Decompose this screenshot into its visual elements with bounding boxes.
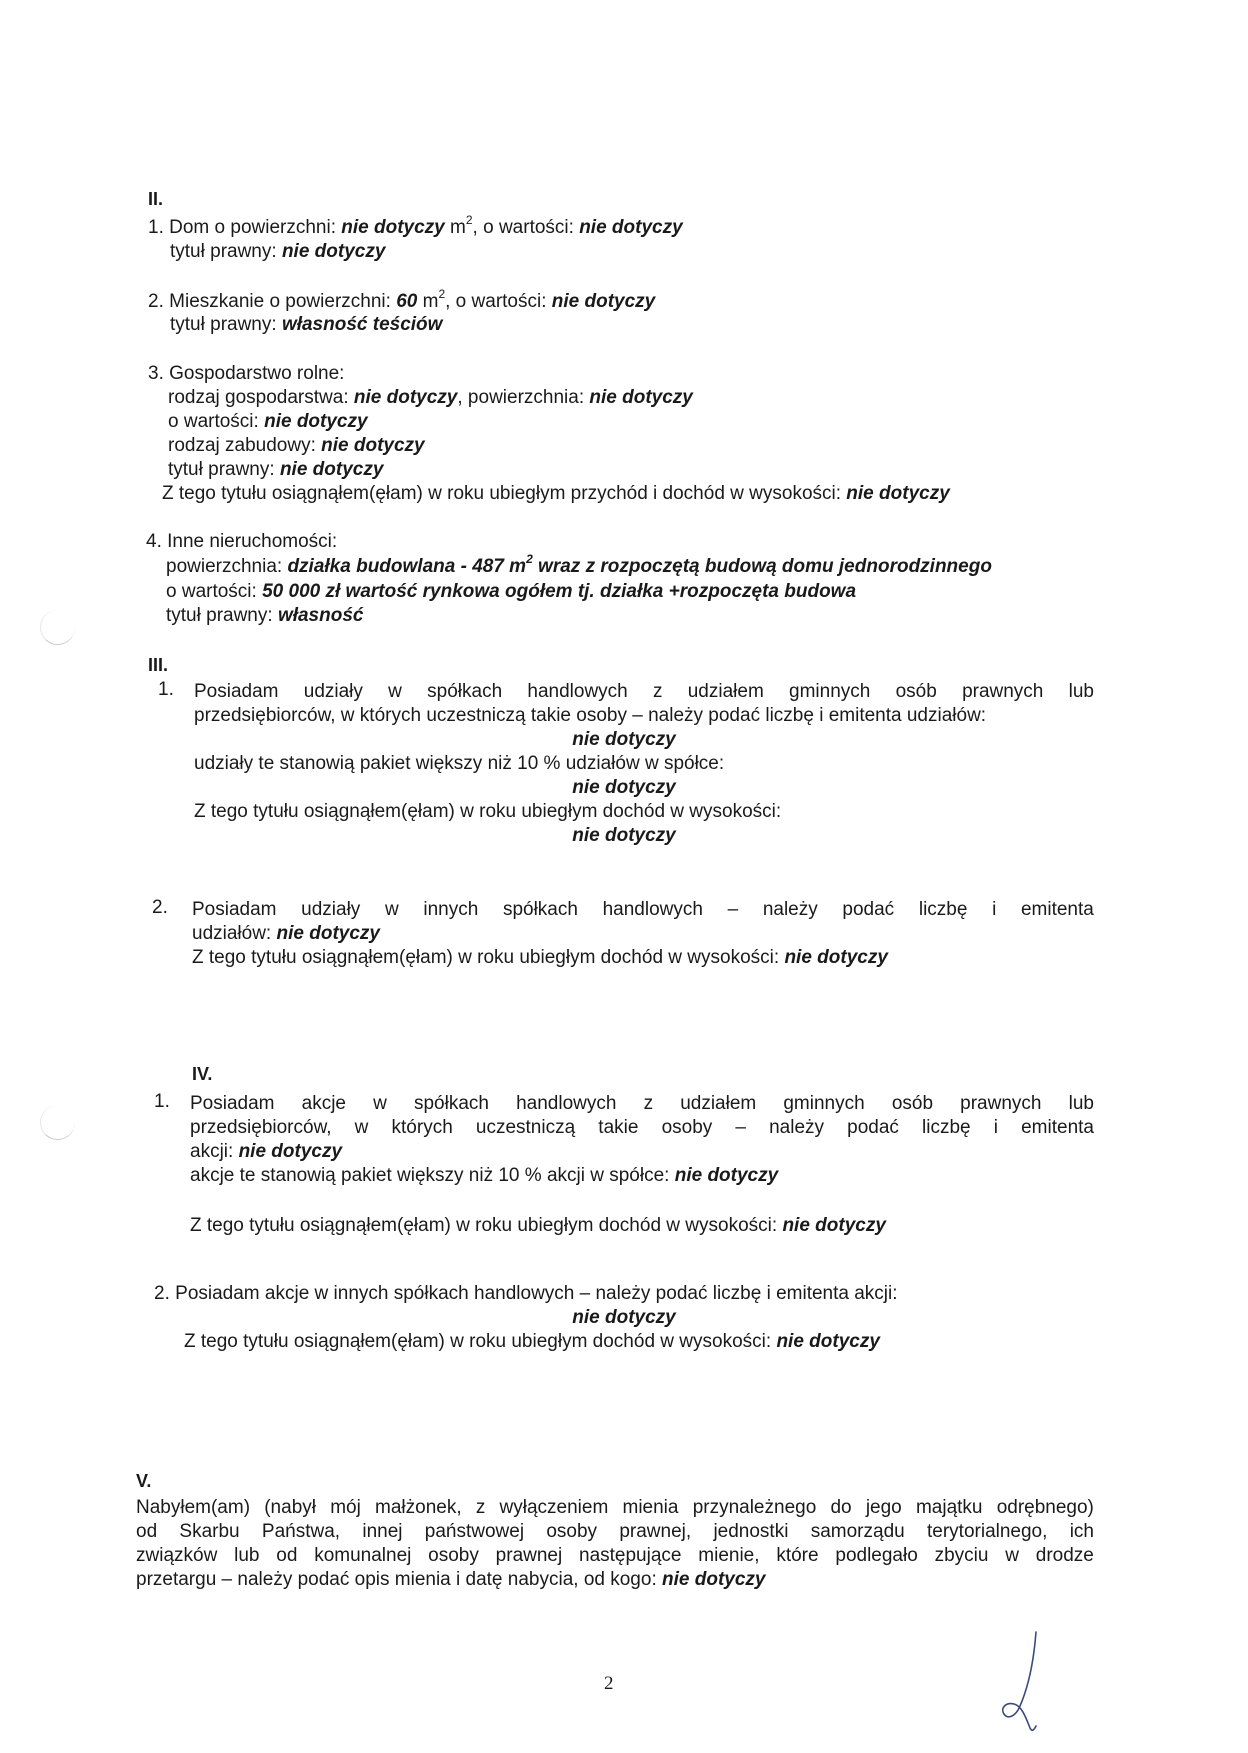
page-number: 2 [604, 1673, 614, 1694]
word: prawnej [495, 1545, 563, 1566]
word: lub [1068, 1093, 1094, 1114]
shares-other-income: Z tego tytułu osiągnąłem(ęłam) w roku ubiegłym dochód w wysokości: nie dotyczy [192, 947, 888, 968]
section-heading-iv: IV. [192, 1064, 213, 1084]
word: osób [895, 681, 937, 702]
word: należy [762, 899, 818, 920]
word: emitenta [1021, 1117, 1094, 1138]
shares-municipal-income: Z tego tytułu osiągnąłem(ęłam) w roku ubiegłym dochód w wysokości: [194, 801, 782, 822]
word: handlowych [527, 681, 628, 702]
stocks-municipal-income: Z tego tytułu osiągnąłem(ęłam) w roku ubiegłym dochód w wysokości: nie dotyczy [190, 1215, 886, 1236]
word: podać [842, 899, 895, 920]
stocks-municipal-line-1 [190, 1092, 1094, 1115]
word: związków [136, 1545, 218, 1566]
word: wyłączeniem [499, 1497, 609, 1518]
stocks-municipal-package: akcje te stanowią pakiet większy niż 10 % akcji w spółce: nie dotyczy [190, 1165, 779, 1186]
acquisition-line-3 [136, 1544, 1094, 1567]
word: udziały [301, 899, 361, 920]
word: Posiadam [190, 1093, 275, 1114]
word: liczbę [922, 1117, 971, 1138]
word: takie [598, 1117, 639, 1138]
item-house-area: 1. Dom o powierzchni: nie dotyczy $m^2$, o wartości: nie dotyczy [148, 212, 683, 238]
word: osób [891, 1093, 934, 1114]
word: prawnych [960, 1093, 1042, 1114]
acquisition-line-1 [136, 1496, 1094, 1519]
shares-municipal-line-2: przedsiębiorców, w których uczestniczą takie osoby – należy podać liczbę i emitenta udziałów: [194, 705, 987, 726]
item-farm-heading: 3. Gospodarstwo rolne: [148, 363, 345, 384]
item-other-property-heading: 4. Inne nieruchomości: [146, 531, 338, 552]
word: drodze [1035, 1545, 1094, 1566]
stocks-other-answer: nie dotyczy [572, 1307, 676, 1328]
word: innej [362, 1521, 403, 1542]
item-number: 1. [154, 1091, 170, 1112]
item-farm-income: Z tego tytułu osiągnąłem(ęłam) w roku ubiegłym przychód i dochód w wysokości: nie dotyczy [162, 483, 950, 504]
section-heading-iii: III. [148, 655, 169, 675]
word: mienie, [698, 1545, 760, 1566]
word: innych [423, 899, 479, 920]
section-heading-ii: II. [148, 189, 164, 209]
word: prawnej, [619, 1521, 692, 1542]
word: – [727, 899, 739, 920]
word: komunalnej [314, 1545, 412, 1566]
word: w [1005, 1545, 1019, 1566]
word: handlowych [602, 899, 703, 920]
word: Nabyłem(am) [136, 1497, 251, 1518]
word: mój [330, 1497, 361, 1518]
item-number: 1. [158, 679, 174, 700]
shares-income-answer: nie dotyczy [572, 825, 676, 846]
word: terytorialnego, [927, 1521, 1048, 1542]
word: lub [1068, 681, 1094, 702]
word: Posiadam [192, 899, 277, 920]
item-house-title: tytuł prawny: nie dotyczy [170, 241, 386, 262]
word: – [735, 1117, 746, 1138]
word: Posiadam [194, 681, 279, 702]
stocks-other-income: Z tego tytułu osiągnąłem(ęłam) w roku ubiegłym dochód w wysokości: nie dotyczy [184, 1331, 880, 1352]
word: udziały [303, 681, 363, 702]
shares-other-line-1 [192, 898, 1094, 921]
word: następujące [579, 1545, 682, 1566]
word: w [373, 1093, 387, 1114]
word: i [992, 899, 997, 920]
word: państwowej [424, 1521, 525, 1542]
item-other-property-title: tytuł prawny: własność [166, 605, 364, 626]
word: samorządu [810, 1521, 905, 1542]
shares-municipal-line-1 [194, 680, 1094, 703]
shares-other-line-2: udziałów: nie dotyczy [192, 923, 380, 944]
shares-municipal-package: udziały te stanowią pakiet większy niż 10 % udziałów w spółce: [194, 753, 725, 774]
punch-hole-mark [40, 1105, 75, 1140]
word: zbyciu [934, 1545, 989, 1566]
item-farm-value: o wartości: nie dotyczy [168, 411, 368, 432]
word: z [475, 1497, 486, 1518]
word: których [391, 1117, 453, 1138]
word: Skarbu [179, 1521, 240, 1542]
word: ich [1069, 1521, 1094, 1542]
word: emitenta [1020, 899, 1094, 920]
word: uczestniczą [475, 1117, 576, 1138]
item-apartment-area: 2. Mieszkanie o powierzchni: 60 $m^2$, o wartości: nie dotyczy [148, 286, 656, 312]
word: odrębnego) [996, 1497, 1094, 1518]
word: handlowych [516, 1093, 617, 1114]
word: z [652, 681, 663, 702]
word: osoby [661, 1117, 713, 1138]
word: w [384, 899, 399, 920]
word: przedsiębiorców, [190, 1117, 332, 1138]
stocks-other-line-1: 2. Posiadam akcje w innych spółkach handlowych – należy podać liczbę i emitenta akcji: [154, 1283, 898, 1304]
word: do [830, 1497, 852, 1518]
stocks-municipal-line-2 [190, 1116, 1094, 1139]
handwritten-signature [990, 1628, 1060, 1738]
word: przynależnego [692, 1497, 817, 1518]
word: osoby [546, 1521, 598, 1542]
word: w [388, 681, 402, 702]
word: spółkach [427, 681, 503, 702]
word: (nabył [264, 1497, 316, 1518]
word: osoby [428, 1545, 479, 1566]
shares-package-answer: nie dotyczy [572, 777, 676, 798]
acquisition-line-2 [136, 1520, 1094, 1543]
shares-municipal-answer: nie dotyczy [572, 729, 676, 750]
word: majątku [915, 1497, 983, 1518]
item-farm-buildings: rodzaj zabudowy: nie dotyczy [168, 435, 425, 456]
word: akcje [301, 1093, 346, 1114]
word: jego [865, 1497, 902, 1518]
item-other-property-value: o wartości: 50 000 zł wartość rynkowa ogółem tj. działka +rozpoczęta budowa [166, 581, 857, 602]
word: należy [769, 1117, 825, 1138]
word: z [643, 1093, 654, 1114]
stocks-municipal-line-3: akcji: nie dotyczy [190, 1141, 343, 1162]
word: gminnych [783, 1093, 865, 1114]
word: od [136, 1521, 158, 1542]
word: jednostki [713, 1521, 789, 1542]
item-farm-title: tytuł prawny: nie dotyczy [168, 459, 384, 480]
word: prawnych [962, 681, 1044, 702]
word: i [993, 1117, 998, 1138]
word: udziałem [680, 1093, 757, 1114]
item-other-property-area: powierzchnia: działka budowlana - 487 $m^2$ wraz z rozpoczętą budową domu jednorodzinnego [166, 551, 992, 577]
word: małżonek, [375, 1497, 462, 1518]
word: w [354, 1117, 369, 1138]
item-apartment-title: tytuł prawny: własność teściów [170, 314, 443, 335]
word: gminnych [789, 681, 871, 702]
item-number: 2. [152, 897, 168, 918]
word: spółkach [413, 1093, 489, 1114]
word: podać [847, 1117, 899, 1138]
section-heading-v: V. [136, 1471, 152, 1491]
acquisition-line-4: przetargu – należy podać opis mienia i datę nabycia, od kogo: nie dotyczy [136, 1569, 766, 1590]
word: Państwa, [261, 1521, 341, 1542]
word: mienia [622, 1497, 679, 1518]
word: lub [234, 1545, 260, 1566]
word: podlegało [835, 1545, 918, 1566]
word: od [276, 1545, 298, 1566]
word: spółkach [502, 899, 578, 920]
word: udziałem [687, 681, 764, 702]
word: które [776, 1545, 819, 1566]
item-farm-type: rodzaj gospodarstwa: nie dotyczy, powierzchnia: nie dotyczy [168, 387, 693, 408]
punch-hole-mark [40, 610, 75, 645]
word: liczbę [918, 899, 968, 920]
